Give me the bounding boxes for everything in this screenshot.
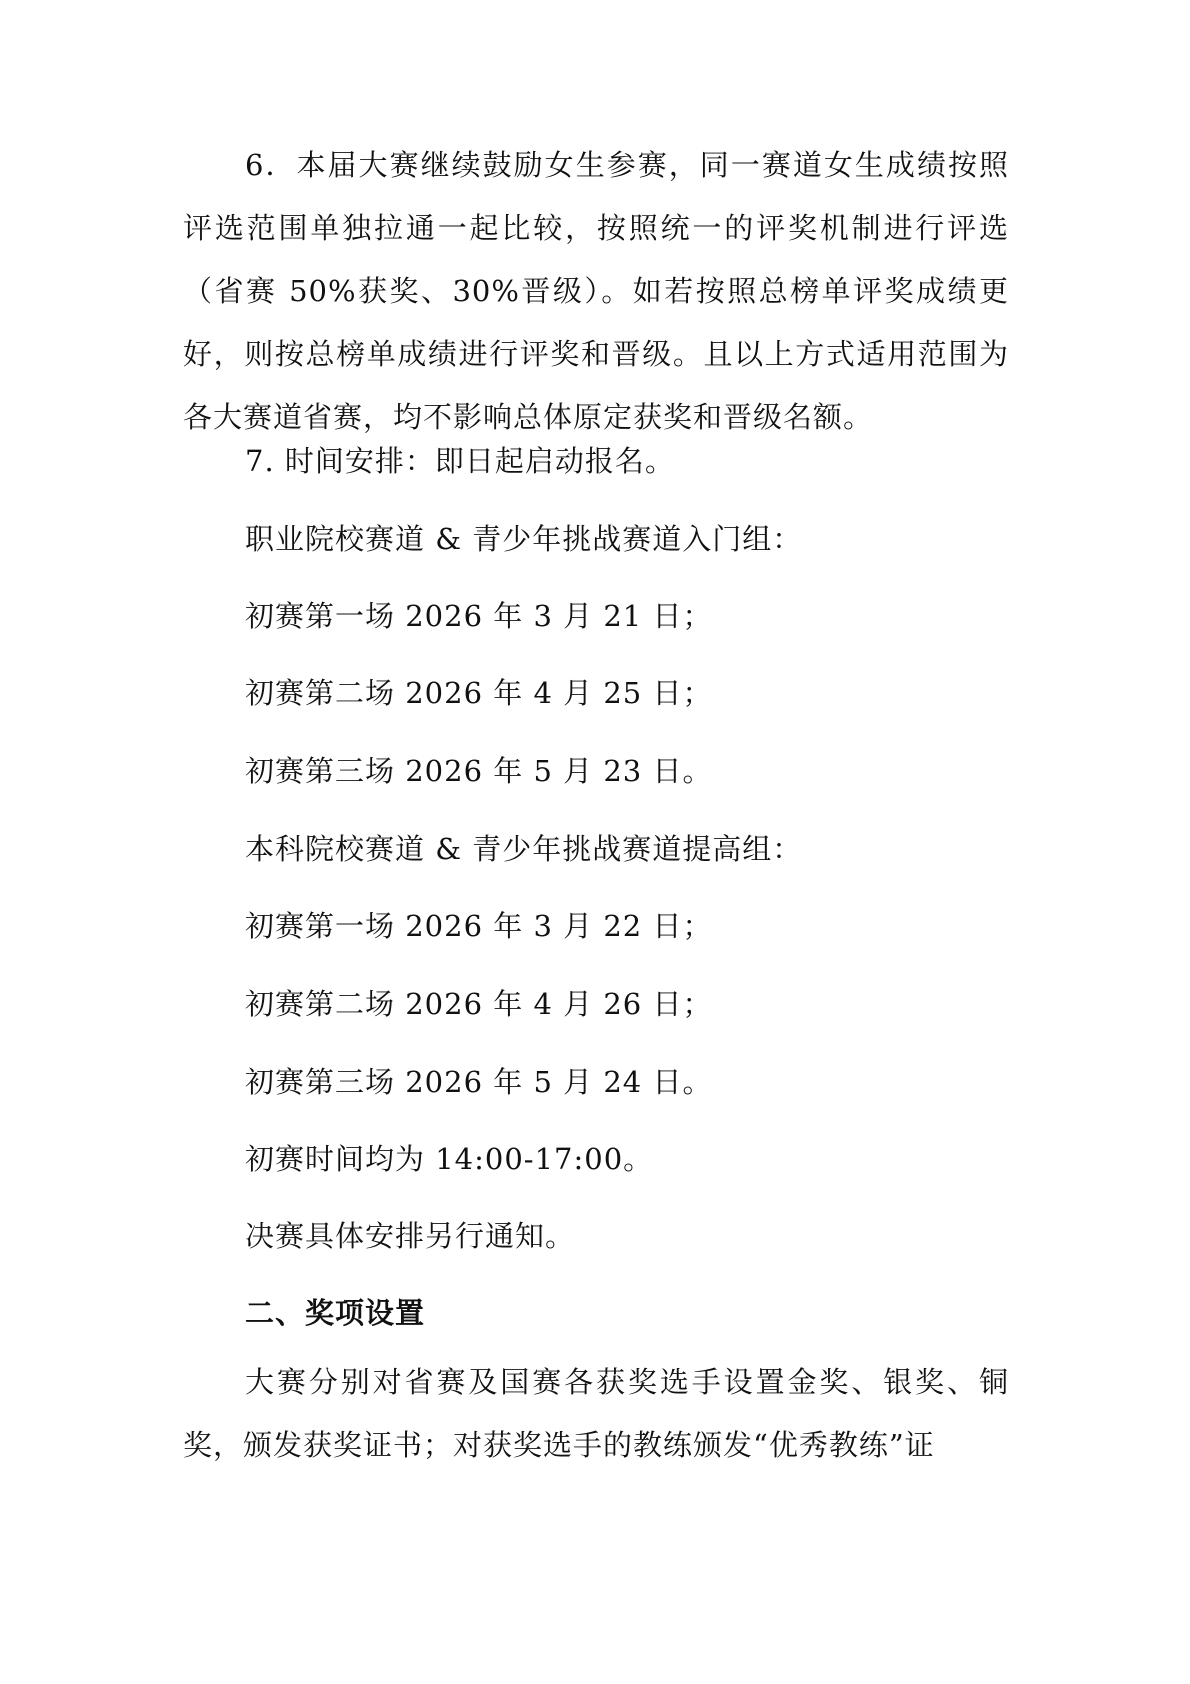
schedule-group2-title: 本科院校赛道 & 青少年挑战赛道提高组： [245,832,803,866]
schedule-group2-round-3: 初赛第三场 2026 年 5 月 24 日。 [245,1065,713,1099]
schedule-group1-round-2: 初赛第二场 2026 年 4 月 25 日； [245,676,713,710]
paragraph-awards: 大赛分别对省赛及国赛各获奖选手设置金奖、银奖、铜奖，颁发获奖证书；对获奖选手的教练颁发“优秀教练”证 [183,1365,1009,1462]
paragraph-item-6: 6．本届大赛继续鼓励女生参赛，同一赛道女生成绩按照评选范围单独拉通一起比较，按照统一的评奖机制进行评选（省赛 50%获奖、30%晋级）。如若按照总榜单评奖成绩更好，则按总榜单成绩进行评奖和晋级。且以上方式适用范围为各大赛道省赛，均不影响总体原定获奖和晋级名额。 [183,148,1009,434]
section-heading-awards: 二、奖项设置 [245,1296,426,1330]
schedule-group1-round-3: 初赛第三场 2026 年 5 月 23 日。 [245,754,713,788]
schedule-group2-round-1: 初赛第一场 2026 年 3 月 22 日； [245,909,713,943]
schedule-group1-round-1: 初赛第一场 2026 年 3 月 21 日； [245,599,713,633]
schedule-time-note: 初赛时间均为 14:00-17:00。 [245,1142,654,1176]
schedule-group1-title: 职业院校赛道 & 青少年挑战赛道入门组： [245,522,803,556]
schedule-final-note: 决赛具体安排另行通知。 [245,1219,576,1253]
schedule-group2-round-2: 初赛第二场 2026 年 4 月 26 日； [245,987,713,1021]
paragraph-item-7: 7. 时间安排：即日起启动报名。 [245,444,675,478]
